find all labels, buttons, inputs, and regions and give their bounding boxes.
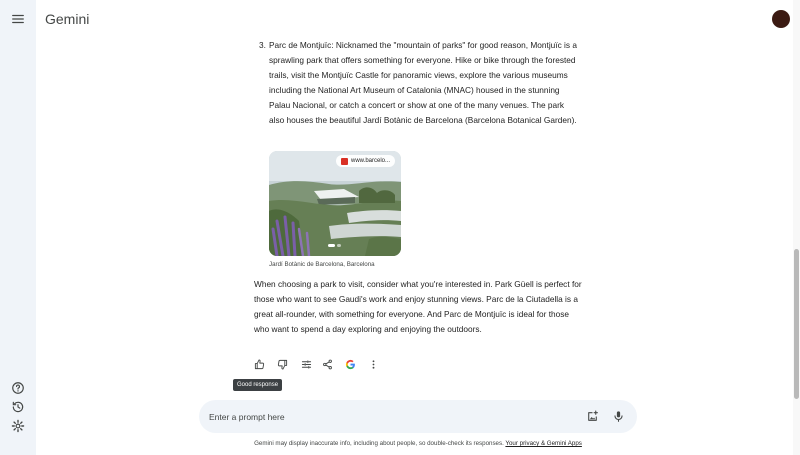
add-image-icon[interactable] xyxy=(585,409,600,424)
help-icon[interactable] xyxy=(10,380,26,396)
carousel-dots[interactable] xyxy=(328,244,341,247)
menu-icon[interactable] xyxy=(10,11,26,27)
thumb-down-icon[interactable] xyxy=(275,357,289,371)
tune-icon[interactable] xyxy=(299,357,313,371)
privacy-link[interactable]: Your privacy & Gemini Apps xyxy=(505,440,582,447)
prompt-input[interactable] xyxy=(209,408,569,425)
share-icon[interactable] xyxy=(320,357,334,371)
carousel-dot[interactable] xyxy=(337,244,341,247)
thumb-up-icon[interactable] xyxy=(252,357,266,371)
microphone-icon[interactable] xyxy=(611,409,626,424)
avatar[interactable] xyxy=(772,10,790,28)
scrollbar-thumb[interactable] xyxy=(794,249,799,399)
carousel-dot-active[interactable] xyxy=(328,244,335,247)
prompt-bar xyxy=(199,400,637,433)
closing-paragraph: When choosing a park to visit, consider what you're interested in. Park Güell is perfect for those who want to see Gaudi's work and enjoy stunning views. Parc de la Ciutadella is a great all-rounder, with something for everyone. And Parc de Montjuïc is ideal for those who want to spend a day exploring and enjoying the outdoors. xyxy=(254,279,582,334)
app-title: Gemini xyxy=(45,11,90,27)
image-source-chip[interactable] xyxy=(336,155,395,167)
list-item-number: 3. xyxy=(259,40,266,50)
disclaimer xyxy=(0,440,800,447)
scrollbar[interactable] xyxy=(793,0,800,455)
site-favicon-icon xyxy=(341,158,348,165)
image-source-label: www.barcelo... xyxy=(351,158,391,164)
image-caption: Jardí Botànic de Barcelona, Barcelona xyxy=(269,261,375,268)
response-content xyxy=(254,38,584,127)
google-icon[interactable] xyxy=(343,357,357,371)
settings-icon[interactable] xyxy=(10,418,26,434)
list-item xyxy=(254,38,584,127)
disclaimer-text: Gemini may display inaccurate info, including about people, so double-check its responses. xyxy=(254,440,504,447)
tooltip-good-response: Good response xyxy=(233,379,282,391)
more-vert-icon[interactable] xyxy=(366,357,380,371)
list-item-text: Parc de Montjuïc: Nicknamed the "mountain of parks" for good reason, Montjuïc is a sprawling park that offers something for everyone. Hike or bike through the forested trails, visit the Montjuïc Castle for panoramic views, explore the various museums including the National Art Museum of Catalonia (MNAC) housed in the stunning Palau Nacional, or catch a concert or show at one of the many venues. The park also houses the beautiful Jardí Botànic de Barcelona (Barcelona Botanical Garden). xyxy=(269,40,577,125)
sidebar-rail xyxy=(0,0,36,455)
history-icon[interactable] xyxy=(10,399,26,415)
